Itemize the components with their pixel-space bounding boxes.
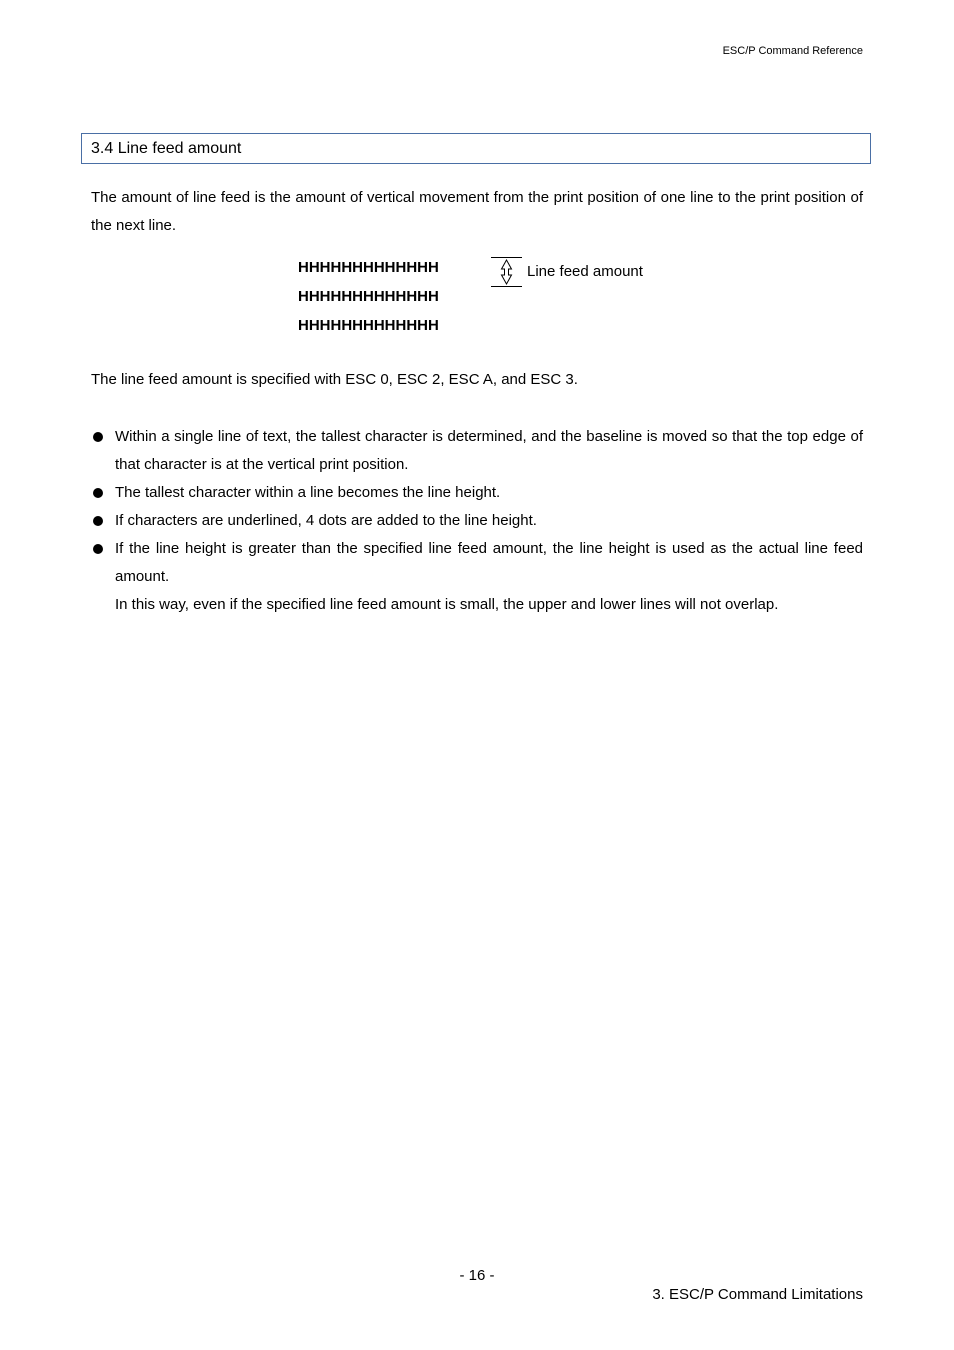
rules-list [91, 423, 863, 619]
sample-line-2: HHHHHHHHHHHHH [298, 288, 439, 305]
line-feed-arrow-icon [491, 257, 522, 287]
bullet-dot-icon [93, 432, 103, 442]
sample-text-block [298, 253, 439, 340]
line-feed-label: Line feed amount [527, 263, 643, 280]
bullet-dot-icon [93, 516, 103, 526]
list-item-text: The tallest character within a line becomes the line height. [115, 484, 501, 501]
spec-paragraph: The line feed amount is specified with ESC 0, ESC 2, ESC A, and ESC 3. [91, 371, 578, 388]
page-number: - 16 - [459, 1267, 495, 1284]
section-heading-box [81, 133, 871, 164]
list-item-text: If the line height is greater than the specified line feed amount, the line height is used as the actual line feed amount. [115, 540, 863, 585]
list-item [91, 423, 863, 479]
list-item [91, 479, 863, 507]
list-item [91, 535, 863, 591]
sample-line-3: HHHHHHHHHHHHH [298, 317, 439, 334]
sample-line-1: HHHHHHHHHHHHH [298, 259, 439, 276]
section-title: 3.4 Line feed amount [91, 140, 242, 157]
list-note [91, 591, 863, 619]
list-item-text: If characters are underlined, 4 dots are added to the line height. [115, 512, 537, 529]
running-footer: 3. ESC/P Command Limitations [652, 1286, 863, 1303]
bullet-dot-icon [93, 544, 103, 554]
list-item-text: Within a single line of text, the tallest character is determined, and the baseline is moved so that the top edge of that character is at the vertical print position. [115, 428, 863, 473]
intro-paragraph: The amount of line feed is the amount of vertical movement from the print position of one line to the print position of the next line. [91, 189, 863, 234]
bullet-dot-icon [93, 488, 103, 498]
list-item [91, 507, 863, 535]
list-note-text: In this way, even if the specified line feed amount is small, the upper and lower lines will not overlap. [115, 596, 779, 613]
running-header: ESC/P Command Reference [722, 45, 863, 57]
